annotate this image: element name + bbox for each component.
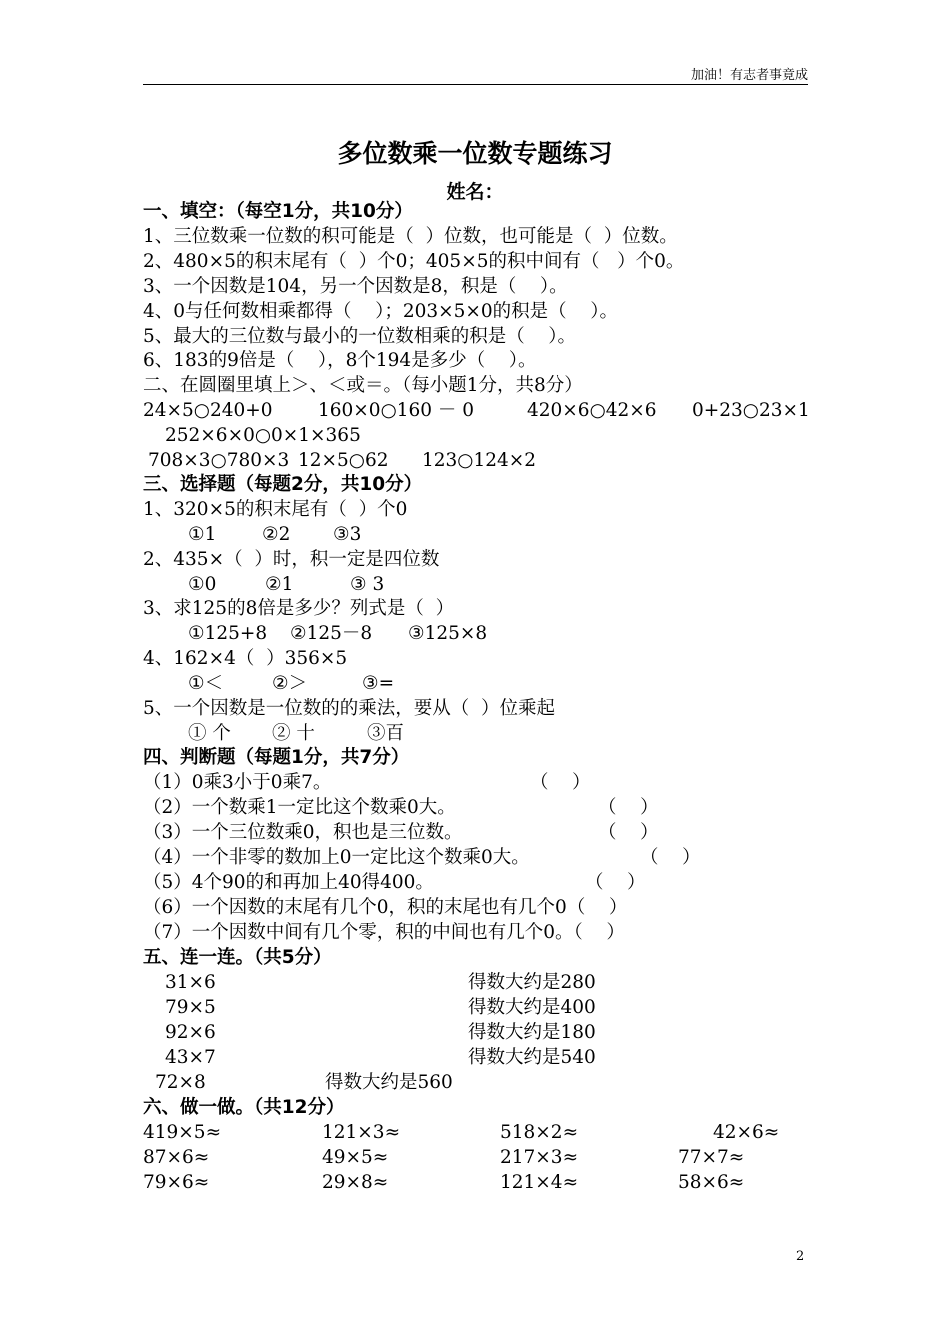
header-rule — [143, 84, 808, 85]
s3-q2-option-1: ①0 — [188, 574, 217, 595]
s5-right-5: 得数大约是560 — [325, 1072, 453, 1093]
s4-item-4-paren: （ ） — [640, 847, 701, 868]
s3-question-5: 5、一个因数是一位数的的乘法，要从（ ）位乘起 — [143, 698, 556, 719]
s3-question-2: 2、435×（ ）时，积一定是四位数 — [143, 549, 440, 570]
s6-r1-c3: 518×2≈ — [500, 1122, 579, 1143]
s2-compare-5: 252×6×0○0×1×365 — [165, 425, 361, 446]
s5-right-1: 得数大约是280 — [468, 972, 596, 993]
s3-q5-option-1: ① 个 — [188, 723, 231, 744]
s4-item-2-paren: （ ） — [598, 797, 659, 818]
s3-q2-option-2: ②1 — [265, 574, 294, 595]
s5-right-3: 得数大约是180 — [468, 1022, 596, 1043]
s4-item-1-paren: （ ） — [530, 772, 591, 793]
s2-compare-8: 123○124×2 — [422, 450, 537, 471]
s5-left-1: 31×6 — [165, 972, 216, 993]
section4-heading: 四、判断题（每题1分，共7分） — [143, 747, 410, 768]
section6-heading: 六、做一做。（共12分） — [143, 1097, 345, 1118]
s6-r2-c4: 77×7≈ — [678, 1147, 745, 1168]
s3-q3-option-1: ①125+8 — [188, 623, 268, 644]
s1-item-3: 3、一个因数是104，另一个因数是8，积是（ ）。 — [143, 276, 568, 297]
s2-compare-4: 0+23○23×1 — [692, 400, 810, 421]
s3-q1-option-1: ①1 — [188, 524, 217, 545]
s6-r1-c4: 42×6≈ — [713, 1122, 780, 1143]
s6-r2-c2: 49×5≈ — [322, 1147, 389, 1168]
s1-item-2: 2、480×5的积末尾有（ ）个0；405×5的积中间有（ ）个0。 — [143, 251, 685, 272]
s3-q3-option-3: ③125×8 — [408, 623, 488, 644]
s6-r2-c3: 217×3≈ — [500, 1147, 579, 1168]
s4-item-3: （3）一个三位数乘0，积也是三位数。 — [143, 822, 463, 843]
s3-q5-option-3: ③百 — [367, 723, 405, 744]
s4-item-1: （1）0乘3小于0乘7。 — [143, 772, 332, 793]
s6-r2-c1: 87×6≈ — [143, 1147, 210, 1168]
s4-item-3-paren: （ ） — [598, 822, 659, 843]
name-label: 姓名： — [446, 181, 504, 203]
s5-left-3: 92×6 — [165, 1022, 216, 1043]
s2-compare-6: 708×3○780×3 — [148, 450, 290, 471]
section5-heading: 五、连一连。（共5分） — [143, 947, 332, 968]
s3-q5-option-2: ② 十 — [272, 723, 315, 744]
s1-item-1: 1、三位数乘一位数的积可能是（ ）位数，也可能是（ ）位数。 — [143, 226, 678, 247]
page-number: 2 — [796, 1249, 805, 1264]
page-title: 多位数乘一位数专题练习 — [337, 139, 613, 168]
s5-right-2: 得数大约是400 — [468, 997, 596, 1018]
s2-compare-2: 160×0○160 － 0 — [318, 400, 475, 421]
s3-q4-option-3: ③= — [362, 673, 395, 694]
s5-left-2: 79×5 — [165, 997, 216, 1018]
s3-q4-option-2: ②＞ — [272, 673, 308, 694]
s3-question-4: 4、162×4（ ）356×5 — [143, 648, 348, 669]
s3-q1-option-2: ②2 — [262, 524, 291, 545]
s5-left-4: 43×7 — [165, 1047, 216, 1068]
s6-r3-c4: 58×6≈ — [678, 1172, 745, 1193]
s4-item-4: （4）一个非零的数加上0一定比这个数乘0大。 — [143, 847, 530, 868]
s6-r3-c3: 121×4≈ — [500, 1172, 579, 1193]
s3-q1-option-3: ③3 — [333, 524, 362, 545]
s3-q4-option-1: ①＜ — [188, 673, 224, 694]
s2-compare-3: 420×6○42×6 — [527, 400, 657, 421]
s3-question-1: 1、320×5的积末尾有（ ）个0 — [143, 499, 408, 520]
s1-item-5: 5、最大的三位数与最小的一位数相乘的积是（ ）。 — [143, 326, 577, 347]
s6-r1-c1: 419×5≈ — [143, 1122, 222, 1143]
s6-r3-c1: 79×6≈ — [143, 1172, 210, 1193]
s1-item-4: 4、0与任何数相乘都得（ ）；203×5×0的积是（ ）。 — [143, 301, 618, 322]
s5-left-5: 72×8 — [155, 1072, 206, 1093]
section3-heading: 三、选择题（每题2分，共10分） — [143, 474, 423, 495]
header-motto: 加油！有志者事竟成 — [690, 68, 808, 83]
s1-item-6: 6、183的9倍是（ ），8个194是多少（ ）。 — [143, 350, 537, 371]
s2-compare-1: 24×5○240+0 — [143, 400, 273, 421]
s3-q3-option-2: ②125－8 — [290, 623, 373, 644]
s4-item-7: （7）一个因数中间有几个零，积的中间也有几个0。（ ） — [143, 922, 625, 943]
s6-r1-c2: 121×3≈ — [322, 1122, 401, 1143]
s3-question-3: 3、求125的8倍是多少？列式是（ ） — [143, 598, 455, 619]
s6-r3-c2: 29×8≈ — [322, 1172, 389, 1193]
section2-heading: 二、在圆圈里填上＞、＜或＝。（每小题1分，共8分） — [143, 375, 583, 396]
s4-item-2: （2）一个数乘1一定比这个数乘0大。 — [143, 797, 456, 818]
s4-item-5-paren: （ ） — [585, 872, 646, 893]
s2-compare-7: 12×5○62 — [298, 450, 389, 471]
section1-heading: 一、填空：（每空1分，共10分） — [143, 201, 413, 222]
s3-q2-option-3: ③ 3 — [350, 574, 385, 595]
s4-item-6: （6）一个因数的末尾有几个0，积的末尾也有几个0（ ） — [143, 897, 628, 918]
s5-right-4: 得数大约是540 — [468, 1047, 596, 1068]
s4-item-5: （5）4个90的和再加上40得400。 — [143, 872, 434, 893]
